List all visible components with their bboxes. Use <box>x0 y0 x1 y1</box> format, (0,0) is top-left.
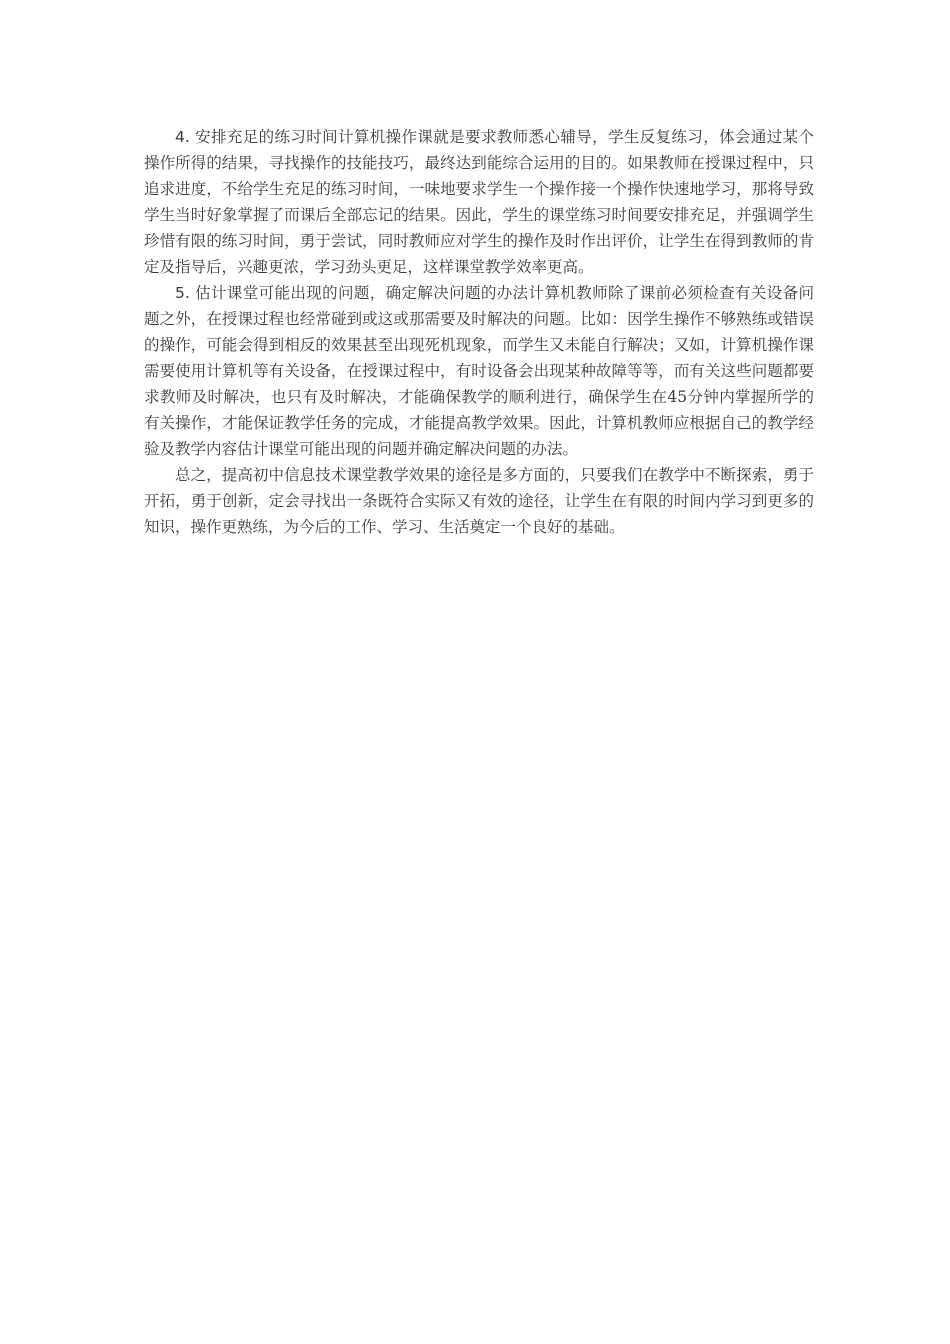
paragraph-text: 总之，提高初中信息技术课堂教学效果的途径是多方面的，只要我们在教学中不断探索，勇于开拓，勇于创新，定会寻找出一条既符合实际又有效的途径，让学生在有限的时间内学习到更多的知识，操作更熟练，为今后的工作、学习、生活奠定一个良好的基础。 <box>144 466 814 536</box>
document-body <box>144 124 814 540</box>
paragraph-text: . 安排充足的练习时间计算机操作课就是要求教师悉心辅导，学生反复练习，体会通过某个操作所得的结果，寻找操作的技能技巧，最终达到能综合运用的目的。如果教师在授课过程中，只追求进度，不给学生充足的练习时间，一味地要求学生一个操作接一个操作快速地学习，那将导致学生当时好象掌握了而课后全部忘记的结果。因此，学生的课堂练习时间要安排充足，并强调学生珍惜有限的练习时间，勇于尝试，同时教师应对学生的操作及时作出评价，让学生在得到教师的肯定及指导后，兴趣更浓，学习劲头更足，这样课堂教学效率更高。 <box>144 128 814 276</box>
paragraph-number: 5 <box>175 284 185 302</box>
paragraph-5 <box>144 280 814 462</box>
paragraph-4 <box>144 124 814 280</box>
paragraph-text: . 估计课堂可能出现的问题，确定解决问题的办法计算机教师除了课前必须检查有关设备问题之外，在授课过程也经常碰到或这或那需要及时解决的问题。比如：因学生操作不够熟练或错误的操作，可能会得到相反的效果甚至出现死机现象，而学生又未能自行解决；又如，计算机操作课需要使用计算机等有关设备，在授课过程中，有时设备会出现某种故障等等，而有关这些问题都要求教师及时解决，也只有及时解决，才能确保教学的顺利进行，确保学生在45分钟内掌握所学的有关操作，才能保证教学任务的完成，才能提高教学效果。因此，计算机教师应根据自己的教学经验及教学内容估计课堂可能出现的问题并确定解决问题的办法。 <box>144 284 814 458</box>
paragraph-number: 4 <box>175 128 185 146</box>
paragraph-conclusion <box>144 462 814 540</box>
